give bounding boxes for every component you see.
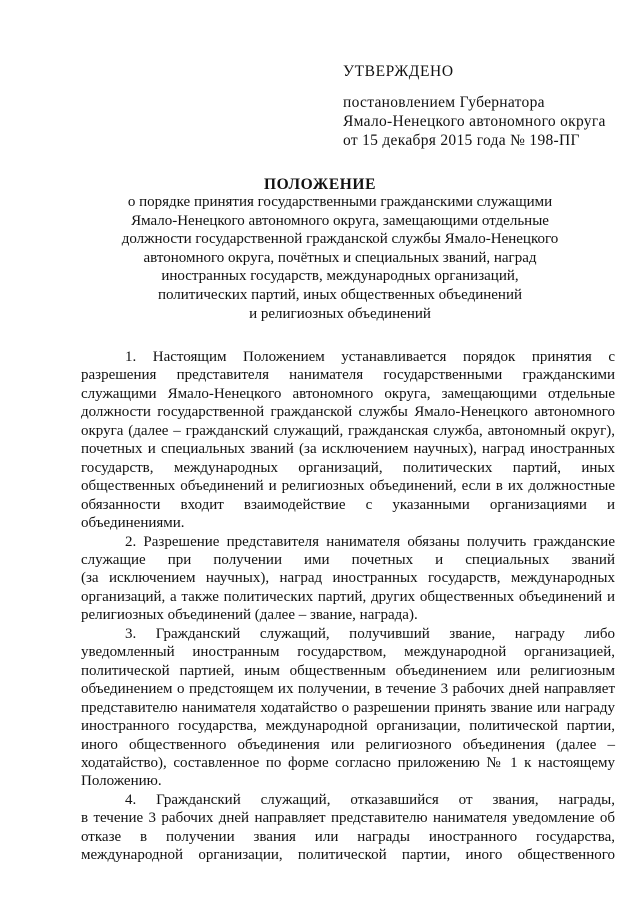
subtitle-line: автономного округа, почётных и специальных званий, наград <box>143 249 537 266</box>
paragraph-1 <box>81 348 615 533</box>
paragraph-line: уведомленный иностранным государством, международной организацией, <box>81 644 615 661</box>
document-subtitle <box>100 193 580 323</box>
paragraph-line: представителю нанимателя ходатайство о разрешении принять звание или награду <box>81 699 615 716</box>
approval-line: постановлением Губернатора <box>343 94 545 111</box>
paragraph-line: служащие при получении ими почетных и специальных званий <box>81 551 615 568</box>
paragraph-line: в течение 3 рабочих дней направляет представителю нанимателя уведомление об <box>81 810 615 827</box>
paragraph-4 <box>81 791 615 865</box>
paragraph-line: служащими Ямало-Ненецкого автономного округа, замещающими отдельные <box>81 385 615 402</box>
paragraph-line: религиозных объединений (далее – звание, награда). <box>81 607 418 624</box>
paragraph-line: 3. Гражданский служащий, получивший звание, награду либо <box>125 625 615 642</box>
paragraph-line: (за исключением научных), наград иностранных государств, международных <box>81 570 615 587</box>
paragraph-line: иного общественного объединения или религиозного объединения (далее – <box>81 736 615 753</box>
paragraph-line: объединением о предстоящем их получении, в течение 3 рабочих дней направляет <box>81 681 615 698</box>
paragraph-line: разрешения представителя нанимателя государственными гражданскими <box>81 367 615 384</box>
paragraph-line: почетных и специальных званий (за исключением научных), наград иностранных <box>81 441 615 458</box>
paragraph-line: отказе в получении звания или награды иностранного государства, <box>81 828 615 845</box>
subtitle-line: о порядке принятия государственными гражданскими служащими <box>127 194 553 210</box>
subtitle-line: политических партий, иных общественных объединений <box>157 286 523 303</box>
subtitle-line: иностранных государств, международных организаций, <box>161 268 519 285</box>
paragraph-line: политической партией, иным общественным объединением или религиозным <box>81 662 615 679</box>
subtitle-line: и религиозных объединений <box>249 305 431 322</box>
paragraph-line: 1. Настоящим Положением устанавливается порядок принятия с <box>125 349 615 365</box>
approval-heading: УТВЕРЖДЕНО <box>343 63 454 80</box>
paragraph-line: обязанности входит взаимодействие с указанными организациями и <box>81 496 615 513</box>
approval-stamp <box>343 62 606 150</box>
paragraph-line: ходатайство), составленное по форме согласно приложению № 1 к настоящему <box>81 754 615 771</box>
subtitle-line: Ямало-Ненецкого автономного округа, замещающими отдельные <box>131 212 549 229</box>
paragraph-line: должности государственной гражданской службы Ямало-Ненецкого автономного <box>81 404 615 421</box>
paragraph-line: государств, международных организаций, политических партий, иных <box>81 459 615 476</box>
approval-line: Ямало-Ненецкого автономного округа <box>343 113 606 130</box>
document-body <box>81 348 615 865</box>
paragraph-line: 2. Разрешение представителя нанимателя обязаны получить гражданские <box>125 533 615 550</box>
approval-line: от 15 декабря 2015 года № 198-ПГ <box>343 132 580 149</box>
paragraph-line: организаций, а также политических партий, других общественных объединений и <box>81 588 615 605</box>
paragraph-line: Положению. <box>81 773 162 790</box>
paragraph-line: объединениями. <box>81 515 185 532</box>
paragraph-line: международной организации, политической партии, иного общественного <box>81 847 615 864</box>
paragraph-line: общественных объединений и религиозных объединений, если в их должностные <box>81 478 615 495</box>
document-title: ПОЛОЖЕНИЕ <box>263 176 377 193</box>
paragraph-2 <box>81 533 615 625</box>
paragraph-line: округа (далее – гражданский служащий, гражданская служба, автономный округ), <box>81 422 615 439</box>
subtitle-line: должности государственной гражданской службы Ямало-Ненецкого <box>121 231 559 248</box>
paragraph-3 <box>81 625 615 791</box>
paragraph-line: иностранного государства, международной организации, политической партии, <box>81 718 615 735</box>
paragraph-line: 4. Гражданский служащий, отказавшийся от звания, награды, <box>125 791 615 808</box>
